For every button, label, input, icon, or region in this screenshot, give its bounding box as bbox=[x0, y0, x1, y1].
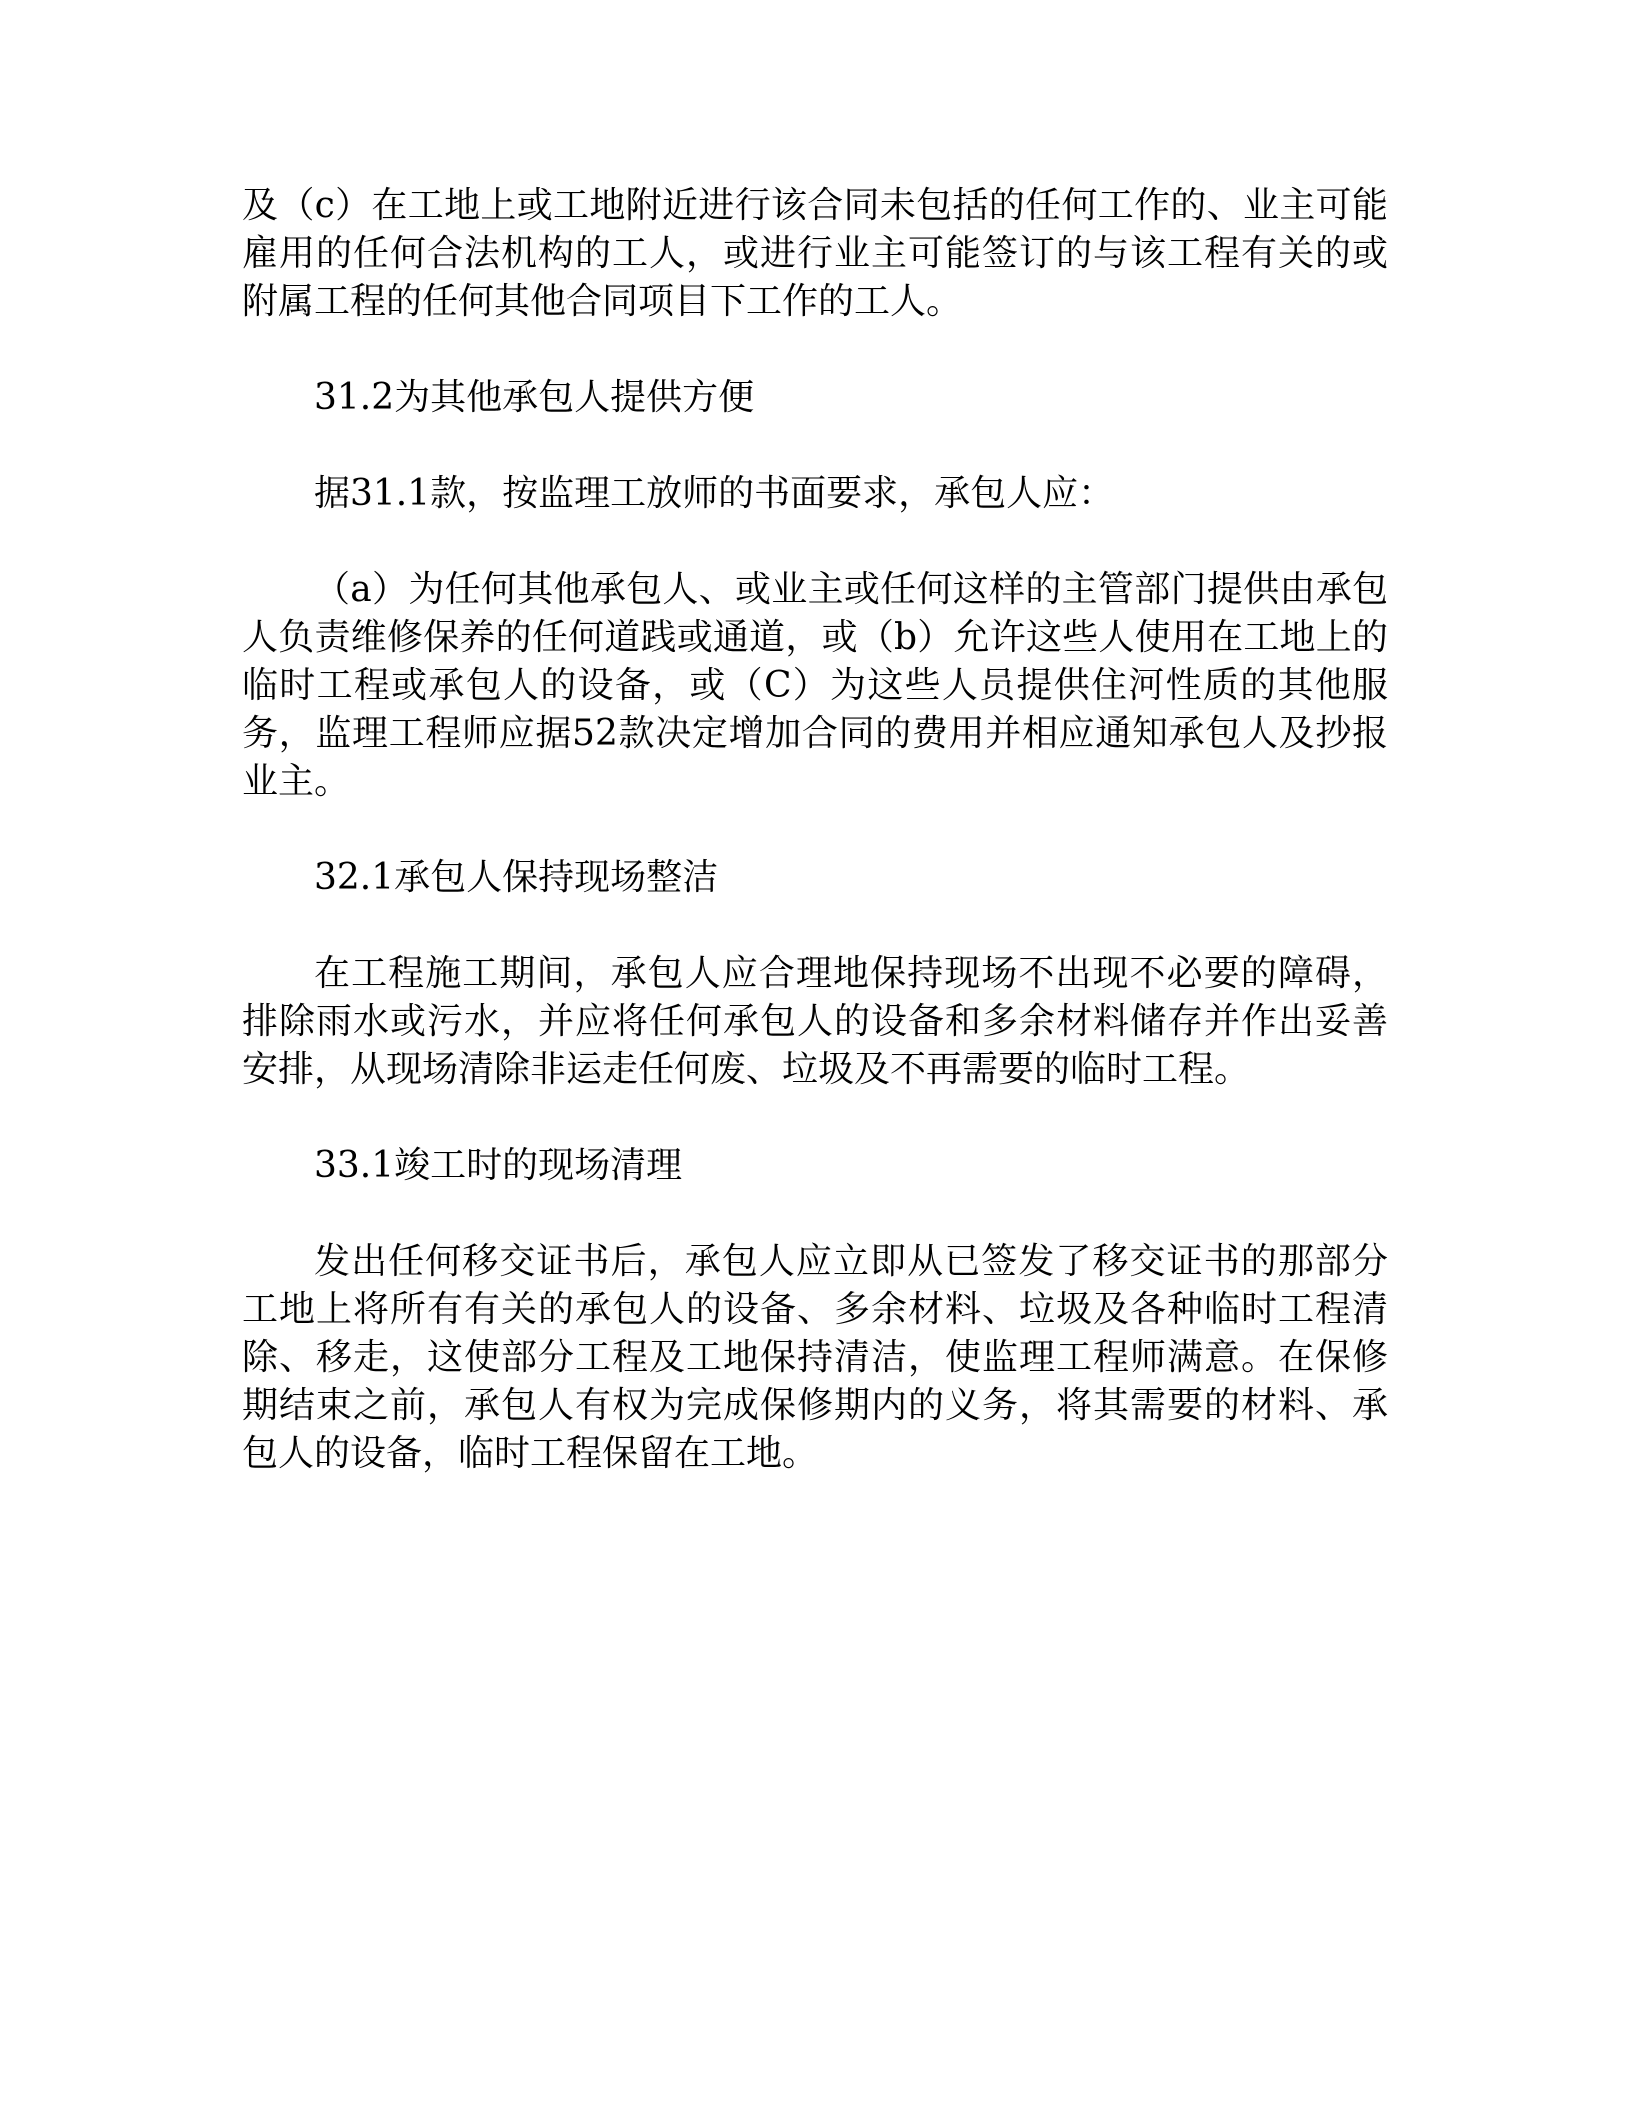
paragraph-33-1-body: 发出任何移交证书后，承包人应立即从已签发了移交证书的那部分工地上将所有有关的承包人的设备、多余材料、垃圾及各种临时工程清除、移走，这使部分工程及工地保持清洁，使监理工程师满意。在保修期结束之前，承包人有权为完成保修期内的义务，将其需要的材料、承包人的设备，临时工程保留在工地。 bbox=[242, 1241, 1388, 1474]
paragraph-continuation: 及（c）在工地上或工地附近进行该合同未包括的任何工作的、业主可能雇用的任何合法机构的工人，或进行业主可能签订的与该工程有关的或附属工程的任何其他合同项目下工作的工人。 bbox=[242, 185, 1388, 322]
document-page bbox=[242, 182, 1388, 1478]
section-heading-31-2: 31.2为其他承包人提供方便 bbox=[314, 377, 755, 418]
section-heading-32-1: 32.1承包人保持现场整洁 bbox=[314, 857, 719, 898]
paragraph-31-2-intro: 据31.1款，按监理工放师的书面要求，承包人应： bbox=[314, 473, 1115, 514]
section-heading-33-1: 33.1竣工时的现场清理 bbox=[314, 1145, 683, 1186]
paragraph-32-1-body: 在工程施工期间，承包人应合理地保持现场不出现不必要的障碍，排除雨水或污水，并应将任何承包人的设备和多余材料储存并作出妥善安排，从现场清除非运走任何废、垃圾及不再需要的临时工程。 bbox=[242, 953, 1388, 1090]
paragraph-31-2-body: （a）为任何其他承包人、或业主或任何这样的主管部门提供由承包人负责维修保养的任何道践或通道，或（b）允许这些人使用在工地上的临时工程或承包人的设备，或（C）为这些人员提供住河性质的其他服务，监理工程师应据52款决定增加合同的费用并相应通知承包人及抄报业主。 bbox=[242, 569, 1388, 802]
